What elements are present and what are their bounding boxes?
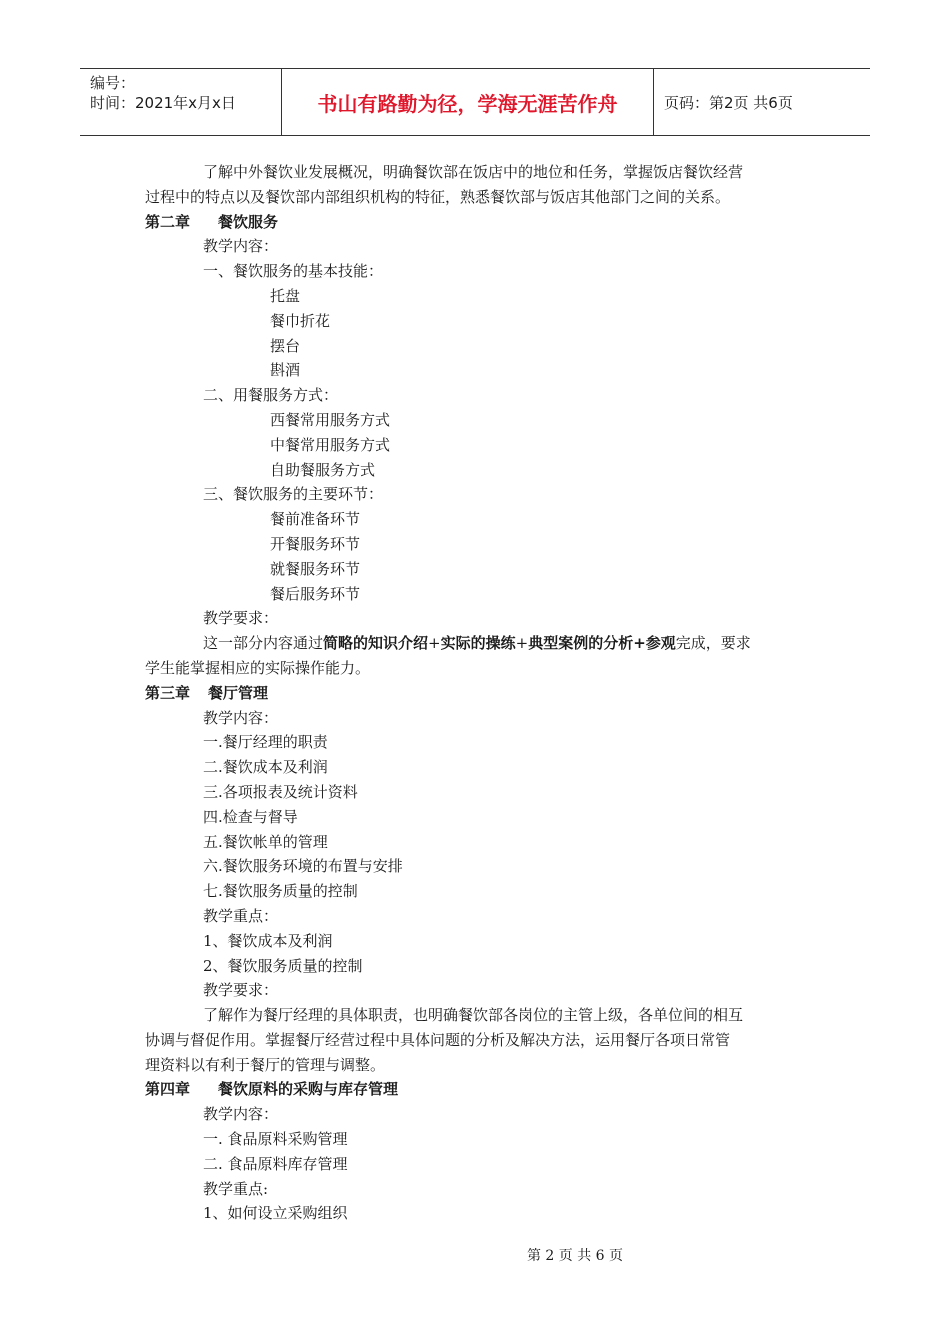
list-item: 三.各项报表及统计资料 (203, 782, 358, 801)
text-run: + (515, 634, 529, 653)
bold-run: 典型案例的分析+参观 (528, 634, 676, 653)
bold-run: 实际的操练 (440, 634, 516, 653)
list-item: 六.餐饮服务环境的布置与安排 (203, 857, 403, 876)
list-item: 餐巾折花 (270, 311, 331, 330)
list-item: 七.餐饮服务质量的控制 (203, 882, 358, 901)
chapter-number: 第三章 (145, 683, 191, 702)
text-run: + (428, 634, 441, 653)
header-page-number: 页码：第2页 共6页 (664, 93, 793, 112)
page-footer: 第 2 页 共 6 页 (526, 1248, 624, 1264)
intro-line: 过程中的特点以及餐饮部内部组织机构的特征，熟悉餐饮部与饭店其他部门之间的关系。 (145, 187, 731, 206)
list-item: 自助餐服务方式 (270, 460, 376, 479)
list-item: 餐前准备环节 (270, 510, 361, 529)
list-item: 西餐常用服务方式 (270, 410, 391, 429)
section-item: 二、用餐服务方式： (203, 386, 339, 405)
document-body (145, 160, 815, 1226)
requirement-paragraph (145, 631, 815, 656)
section-item: 三、餐饮服务的主要环节： (203, 485, 384, 504)
list-item: 二.餐饮成本及利润 (203, 758, 328, 777)
chapter-heading (145, 210, 815, 235)
code-label: 编号： (90, 74, 136, 92)
section-item: 一、餐饮服务的基本技能： (203, 262, 384, 281)
list-item: 就餐服务环节 (270, 559, 361, 578)
requirement-line: 协调与督促作用。掌握餐厅经营过程中具体问题的分析及解决方法，运用餐厅各项日常管 (145, 1030, 731, 1049)
section-label: 教学内容： (203, 708, 279, 727)
section-label: 教学内容： (203, 237, 279, 256)
chapter-number: 第四章 (145, 1080, 191, 1099)
focus-item: 2、餐饮服务质量的控制 (203, 956, 363, 975)
header-motto: 书山有路勤为径，学海无涯苦作舟 (282, 69, 654, 135)
chapter-heading (145, 1077, 815, 1102)
chapter-heading (145, 681, 815, 706)
focus-item: 1、餐饮成本及利润 (203, 931, 333, 950)
chapter-title: 餐饮原料的采购与库存管理 (218, 1080, 399, 1099)
requirement-line: 学生能掌握相应的实际操作能力。 (145, 658, 371, 677)
intro-line: 了解中外餐饮业发展概况，明确餐饮部在饭店中的地位和任务，掌握饭店餐饮经营 (203, 163, 744, 181)
list-item: 中餐常用服务方式 (270, 435, 391, 454)
section-label: 教学重点： (203, 906, 279, 925)
requirement-line: 理资料以有利于餐厅的管理与调整。 (145, 1055, 386, 1074)
list-item: 五.餐饮帐单的管理 (203, 832, 328, 851)
list-item: 一. 食品原料采购管理 (203, 1130, 348, 1149)
date-label: 时间：2021年x月x日 (90, 94, 236, 112)
header-meta (80, 69, 282, 135)
list-item: 四.检查与督导 (203, 807, 298, 826)
list-item: 斟酒 (270, 361, 301, 380)
list-item: 摆台 (270, 336, 301, 355)
text-run: 完成，要求 (675, 634, 751, 653)
focus-item: 1、如何设立采购组织 (203, 1204, 348, 1223)
section-label: 教学要求： (203, 609, 279, 628)
chapter-number: 第二章 (145, 212, 191, 231)
bold-run: 简略的知识介绍 (323, 634, 429, 653)
list-item: 托盘 (270, 286, 301, 305)
chapter-title: 餐饮服务 (218, 212, 279, 231)
list-item: 二. 食品原料库存管理 (203, 1154, 348, 1173)
section-label: 教学要求： (203, 981, 279, 1000)
list-item: 开餐服务环节 (270, 534, 361, 553)
requirement-line: 了解作为餐厅经理的具体职责，也明确餐饮部各岗位的主管上级，各单位间的相互 (203, 1006, 744, 1025)
section-label: 教学重点: (203, 1179, 269, 1198)
list-item: 餐后服务环节 (270, 584, 361, 603)
chapter-title: 餐厅管理 (208, 683, 269, 702)
page-header (80, 68, 870, 136)
section-label: 教学内容： (203, 1105, 279, 1124)
list-item: 一.餐厅经理的职责 (203, 733, 328, 752)
text-run: 这一部分内容通过 (203, 634, 324, 653)
